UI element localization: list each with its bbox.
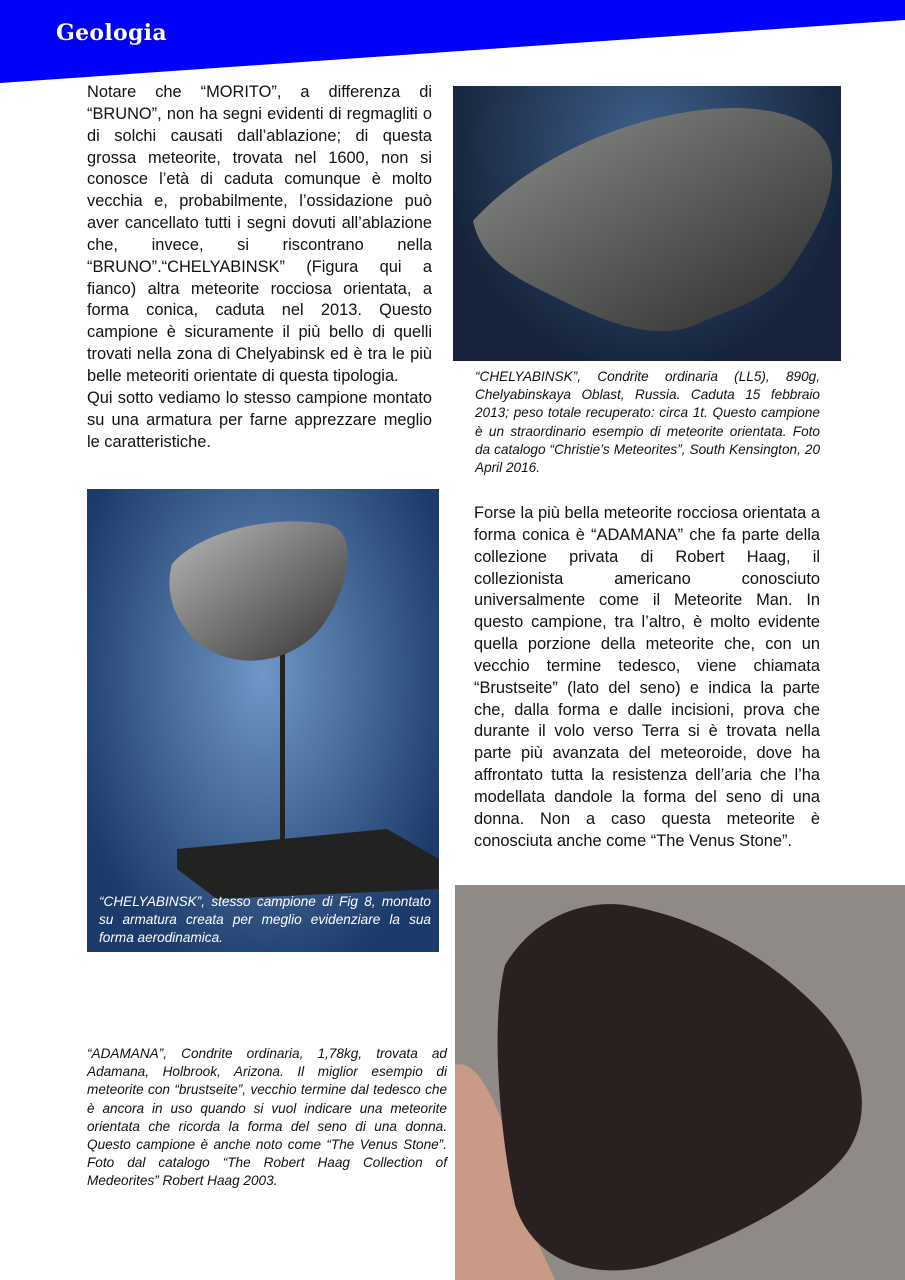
caption-chelyabinsk: “CHELYABINSK”, Condrite ordinaria (LL5), 890g, Chelyabinskaya Oblast, Russia. Caduta 15 febbraio 2013; peso totale recuperato: circa 1t. Questo campione è un straordinario esempio di meteorite orientata. Foto da catalogo “Christie’s Meteorites”, South Kensington, 20 April 2016. bbox=[475, 369, 820, 476]
paragraph: Qui sotto vediamo lo stesso campione montato su una armatura per farne apprezzare meglio le caratteristiche. bbox=[87, 388, 432, 451]
chelyabinsk-mounted-photo bbox=[87, 489, 439, 952]
left-article-text bbox=[87, 82, 432, 453]
adamana-photo bbox=[455, 885, 905, 1280]
right-article-text bbox=[474, 503, 820, 853]
section-title: Geologia bbox=[56, 20, 167, 46]
mounted-meteorite-image bbox=[87, 489, 439, 952]
paragraph: Forse la più bella meteorite rocciosa orientata a forma conica è “ADAMANA” che fa parte della collezione privata di Robert Haag, il collezionista americano conosciuto universalmente come il Meteorite Man. In questo campione, tra l’altro, è molto evidente quella porzione della meteorite che, con un vecchio termine tedesco, viene chiamata “Brustseite” (lato del seno) e indica la parte che, dalla forma e dalle incisioni, prova che durante il volo verso Terra si è trovata nella parte più avanzata del meteoroide, dove ha affrontato tutta la resistenza dell’aria che l’ha modellata dandole la forma del seno di una donna. Non a caso questa meteorite è conosciuta anche come “The Venus Stone”. bbox=[474, 504, 820, 850]
chelyabinsk-photo bbox=[453, 86, 841, 361]
caption-mounted: “CHELYABINSK”, stesso campione di Fig 8, montato su armatura creata per meglio evidenziare la sua forma aerodinamica. bbox=[99, 894, 431, 946]
meteorite-image bbox=[453, 86, 841, 361]
adamana-meteorite-image bbox=[455, 885, 905, 1280]
paragraph: Notare che “MORITO”, a differenza di “BRUNO”, non ha segni evidenti di regmagliti o di solchi causati dall’ablazione; di questa grossa meteorite, trovata nel 1600, non si conosce l’età di caduta comunque è molto vecchia e, probabilmente, l’ossidazione può aver cancellato tutti i segni dovuti all’ablazione che, invece, si riscontrano nella “BRUNO”.“CHELYABINSK” (Figura qui a fianco) altra meteorite rocciosa orientata, a forma conica, caduta nel 2013. Questo campione è sicuramente il più bello di quelli trovati nella zona di Chelyabinsk ed è tra le più belle meteoriti orientate di questa tipologia. bbox=[87, 83, 432, 385]
caption-adamana: “ADAMANA”, Condrite ordinaria, 1,78kg, trovata ad Adamana, Holbrook, Arizona. Il miglior esempio di meteorite con “brustseite”, vecchio termine dal tedesco che è ancora in uso quando si vuol indicare una meteorite orientata che ricorda la forma del seno di una donna. Questo campione è anche noto come “The Venus Stone”. Foto dal catalogo “The Robert Haag Collection of Medeorites” Robert Haag 2003. bbox=[87, 1046, 447, 1189]
